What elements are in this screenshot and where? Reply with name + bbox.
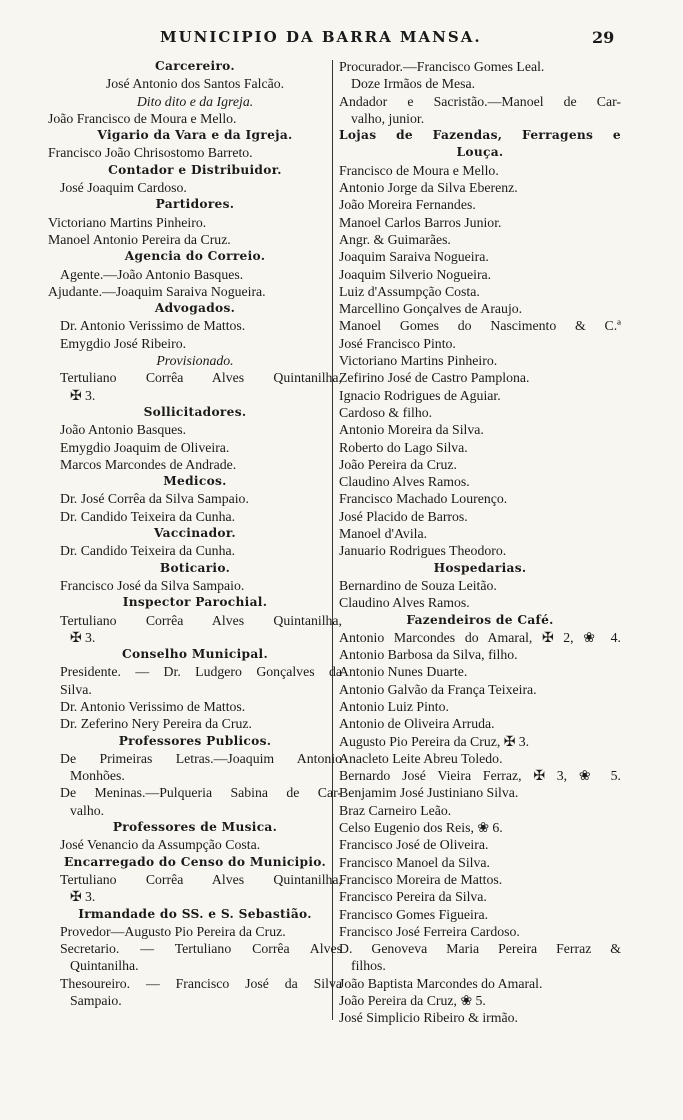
entry-line: Francisco Moreira de Mattos.: [339, 871, 503, 887]
entry-line: José Placido de Barros.: [339, 508, 468, 524]
section-heading: Medicos.: [163, 474, 227, 489]
running-title: MUNICIPIO DA BARRA MANSA.: [160, 28, 482, 46]
section-heading: Professores de Musica.: [112, 820, 278, 835]
entry-line: valho.: [70, 802, 105, 818]
entry-line: Tertuliano Corrêa Alves Quintanilha,: [60, 370, 342, 386]
entry-line: Francisco José Ferreira Cardoso.: [339, 923, 520, 939]
entry-line: Monhões.: [70, 768, 125, 784]
entry-line: Francisco Machado Lourenço.: [339, 491, 508, 507]
entry-line: Antonio Nunes Duarte.: [339, 664, 468, 680]
entry-line: Dito dito e da Igreja.: [136, 93, 254, 109]
right-column: [339, 58, 621, 1027]
left-column: [48, 58, 342, 1009]
entry-line: Manoel Gomes do Nascimento & C.ª: [339, 318, 621, 334]
entry-line: José Francisco Pinto.: [339, 335, 456, 351]
section-heading: Lojas de Fazendas, Ferragens e: [339, 128, 621, 143]
entry-line: De Primeiras Letras.—Joaquim Antonio: [60, 750, 342, 766]
entry-line: Francisco José da Silva Sampaio.: [60, 577, 245, 593]
entry-line: Victoriano Martins Pinheiro.: [48, 214, 207, 230]
section-heading: Sollicitadores.: [143, 404, 247, 419]
entry-line: Sampaio.: [70, 993, 122, 1009]
entry-line: Francisco Gomes Figueira.: [339, 906, 489, 922]
section-heading: Advogados.: [154, 301, 236, 316]
section-heading: Boticario.: [159, 560, 231, 575]
section-heading: Conselho Municipal.: [121, 647, 269, 662]
entry-line: Dr. Antonio Verissimo de Mattos.: [60, 698, 246, 714]
section-heading: Louça.: [456, 145, 504, 160]
entry-line: ✠ 3.: [70, 889, 96, 905]
entry-line: Angr. & Guimarães.: [339, 231, 451, 247]
entry-line: Dr. Candido Teixeira da Cunha.: [60, 508, 236, 524]
section-heading: Partidores.: [155, 197, 235, 212]
entry-line: Anacleto Leite Abreu Toledo.: [339, 750, 503, 766]
entry-line: Dr. Antonio Verissimo de Mattos.: [60, 318, 246, 334]
entry-line: Braz Carneiro Leão.: [339, 802, 452, 818]
entry-line: Francisco João Chrisostomo Barreto.: [48, 145, 253, 161]
entry-line: Dr. Zeferino Nery Pereira da Cruz.: [60, 716, 252, 732]
entry-line: José Simplicio Ribeiro & irmão.: [339, 1010, 518, 1026]
entry-line: Bernardo José Vieira Ferraz, ✠ 3, ❀ 5.: [339, 768, 621, 784]
section-heading: Hospedarias.: [433, 560, 527, 575]
entry-line: Bernardino de Souza Leitão.: [339, 577, 497, 593]
entry-line: Manoel Antonio Pereira da Cruz.: [48, 231, 231, 247]
entry-line: Augusto Pio Pereira da Cruz, ✠ 3.: [339, 733, 530, 749]
entry-line: Francisco de Moura e Mello.: [339, 162, 499, 178]
entry-line: Thesoureiro. — Francisco José da Silva: [60, 975, 342, 991]
entry-line: Luiz d'Assumpção Costa.: [339, 283, 480, 299]
entry-line: Tertuliano Corrêa Alves Quintanilha,: [60, 871, 342, 887]
entry-line: Antonio Galvão da França Teixeira.: [339, 681, 537, 697]
entry-line: Ajudante.—Joaquim Saraiva Nogueira.: [48, 283, 266, 299]
entry-line: Antonio Jorge da Silva Eberenz.: [339, 180, 518, 196]
entry-line: José Venancio da Assumpção Costa.: [60, 837, 261, 853]
entry-line: Claudino Alves Ramos.: [339, 595, 470, 611]
entry-line: Francisco Manoel da Silva.: [339, 854, 490, 870]
entry-line: Emygdio José Ribeiro.: [60, 335, 187, 351]
entry-line: Benjamim José Justiniano Silva.: [339, 785, 519, 801]
entry-line: Andador e Sacristão.—Manoel de Car-: [339, 93, 621, 109]
entry-line: Doze Irmãos de Mesa.: [351, 76, 476, 92]
entry-line: Presidente. — Dr. Ludgero Gonçalves da: [60, 664, 342, 680]
section-heading: Contador e Distribuidor.: [108, 162, 282, 177]
entry-line: Claudino Alves Ramos.: [339, 474, 470, 490]
entry-line: Antonio Luiz Pinto.: [339, 698, 449, 714]
entry-line: Antonio Barbosa da Silva, filho.: [339, 647, 518, 663]
entry-line: Quintanilha.: [70, 958, 139, 974]
entry-line: Dr. Candido Teixeira da Cunha.: [60, 543, 236, 559]
page-number: 29: [592, 28, 615, 47]
entry-line: João Baptista Marcondes do Amaral.: [339, 975, 543, 991]
entry-line: Roberto do Lago Silva.: [339, 439, 468, 455]
entry-line: Agente.—João Antonio Basques.: [60, 266, 244, 282]
entry-line: Antonio Moreira da Silva.: [339, 422, 484, 438]
entry-line: Tertuliano Corrêa Alves Quintanilha,: [60, 612, 342, 628]
section-heading: Carcereiro.: [155, 59, 235, 73]
entry-line: ✠ 3.: [70, 387, 96, 403]
entry-line: João Pereira da Cruz, ❀ 5.: [339, 993, 486, 1009]
entry-line: Francisco José de Oliveira.: [339, 837, 489, 853]
section-heading: Vaccinador.: [154, 526, 236, 541]
entry-line: Francisco Pereira da Silva.: [339, 889, 487, 905]
entry-line: João Moreira Fernandes.: [339, 197, 476, 213]
section-heading: Inspector Parochial.: [122, 595, 268, 610]
section-heading: Irmandade do SS. e S. Sebastião.: [78, 906, 312, 921]
entry-line: De Meninas.—Pulqueria Sabina de Car-: [60, 785, 342, 801]
entry-line: Zefirino José de Castro Pamplona.: [339, 370, 530, 386]
entry-line: João Pereira da Cruz.: [339, 456, 457, 472]
entry-line: Antonio de Oliveira Arruda.: [339, 716, 495, 732]
entry-line: Provisionado.: [156, 353, 234, 369]
entry-line: Manoel Carlos Barros Junior.: [339, 214, 502, 230]
entry-line: Celso Eugenio dos Reis, ❀ 6.: [339, 820, 503, 836]
entry-line: José Antonio dos Santos Falcão.: [105, 76, 285, 92]
entry-line: Joaquim Saraiva Nogueira.: [339, 249, 489, 265]
entry-line: Provedor—Augusto Pio Pereira da Cruz.: [60, 923, 286, 939]
entry-line: Silva.: [60, 681, 92, 697]
entry-line: Secretario. — Tertuliano Corrêa Alves: [60, 941, 342, 957]
entry-line: Emygdio Joaquim de Oliveira.: [60, 439, 230, 455]
section-heading: Encarregado do Censo do Municipio.: [63, 854, 327, 869]
entry-line: valho, junior.: [351, 110, 425, 126]
entry-line: Victoriano Martins Pinheiro.: [339, 353, 498, 369]
entry-line: D. Genoveva Maria Pereira Ferraz &: [339, 941, 621, 957]
entry-line: Cardoso & filho.: [339, 404, 433, 420]
entry-line: Januario Rodrigues Theodoro.: [339, 543, 507, 559]
section-heading: Fazendeiros de Café.: [406, 612, 554, 627]
entry-line: filhos.: [351, 958, 386, 974]
entry-line: João Antonio Basques.: [60, 422, 187, 438]
entry-line: Marcellino Gonçalves de Araujo.: [339, 301, 523, 317]
entry-line: ✠ 3.: [70, 629, 96, 645]
entry-line: Manoel d'Avila.: [339, 526, 428, 542]
section-heading: Professores Publicos.: [118, 733, 272, 748]
entry-line: Dr. José Corrêa da Silva Sampaio.: [60, 491, 249, 507]
entry-line: Ignacio Rodrigues de Aguiar.: [339, 387, 501, 403]
entry-line: Marcos Marcondes de Andrade.: [60, 456, 237, 472]
entry-line: João Francisco de Moura e Mello.: [48, 110, 237, 126]
entry-line: José Joaquim Cardoso.: [60, 180, 187, 196]
section-heading: Vigario da Vara e da Igreja.: [97, 128, 293, 143]
page-header: [0, 0, 683, 58]
entry-line: Joaquim Silverio Nogueira.: [339, 266, 492, 282]
section-heading: Agencia do Correio.: [124, 249, 266, 264]
entry-line: Procurador.—Francisco Gomes Leal.: [339, 59, 545, 74]
entry-line: Antonio Marcondes do Amaral, ✠ 2, ❀ 4.: [339, 629, 621, 645]
